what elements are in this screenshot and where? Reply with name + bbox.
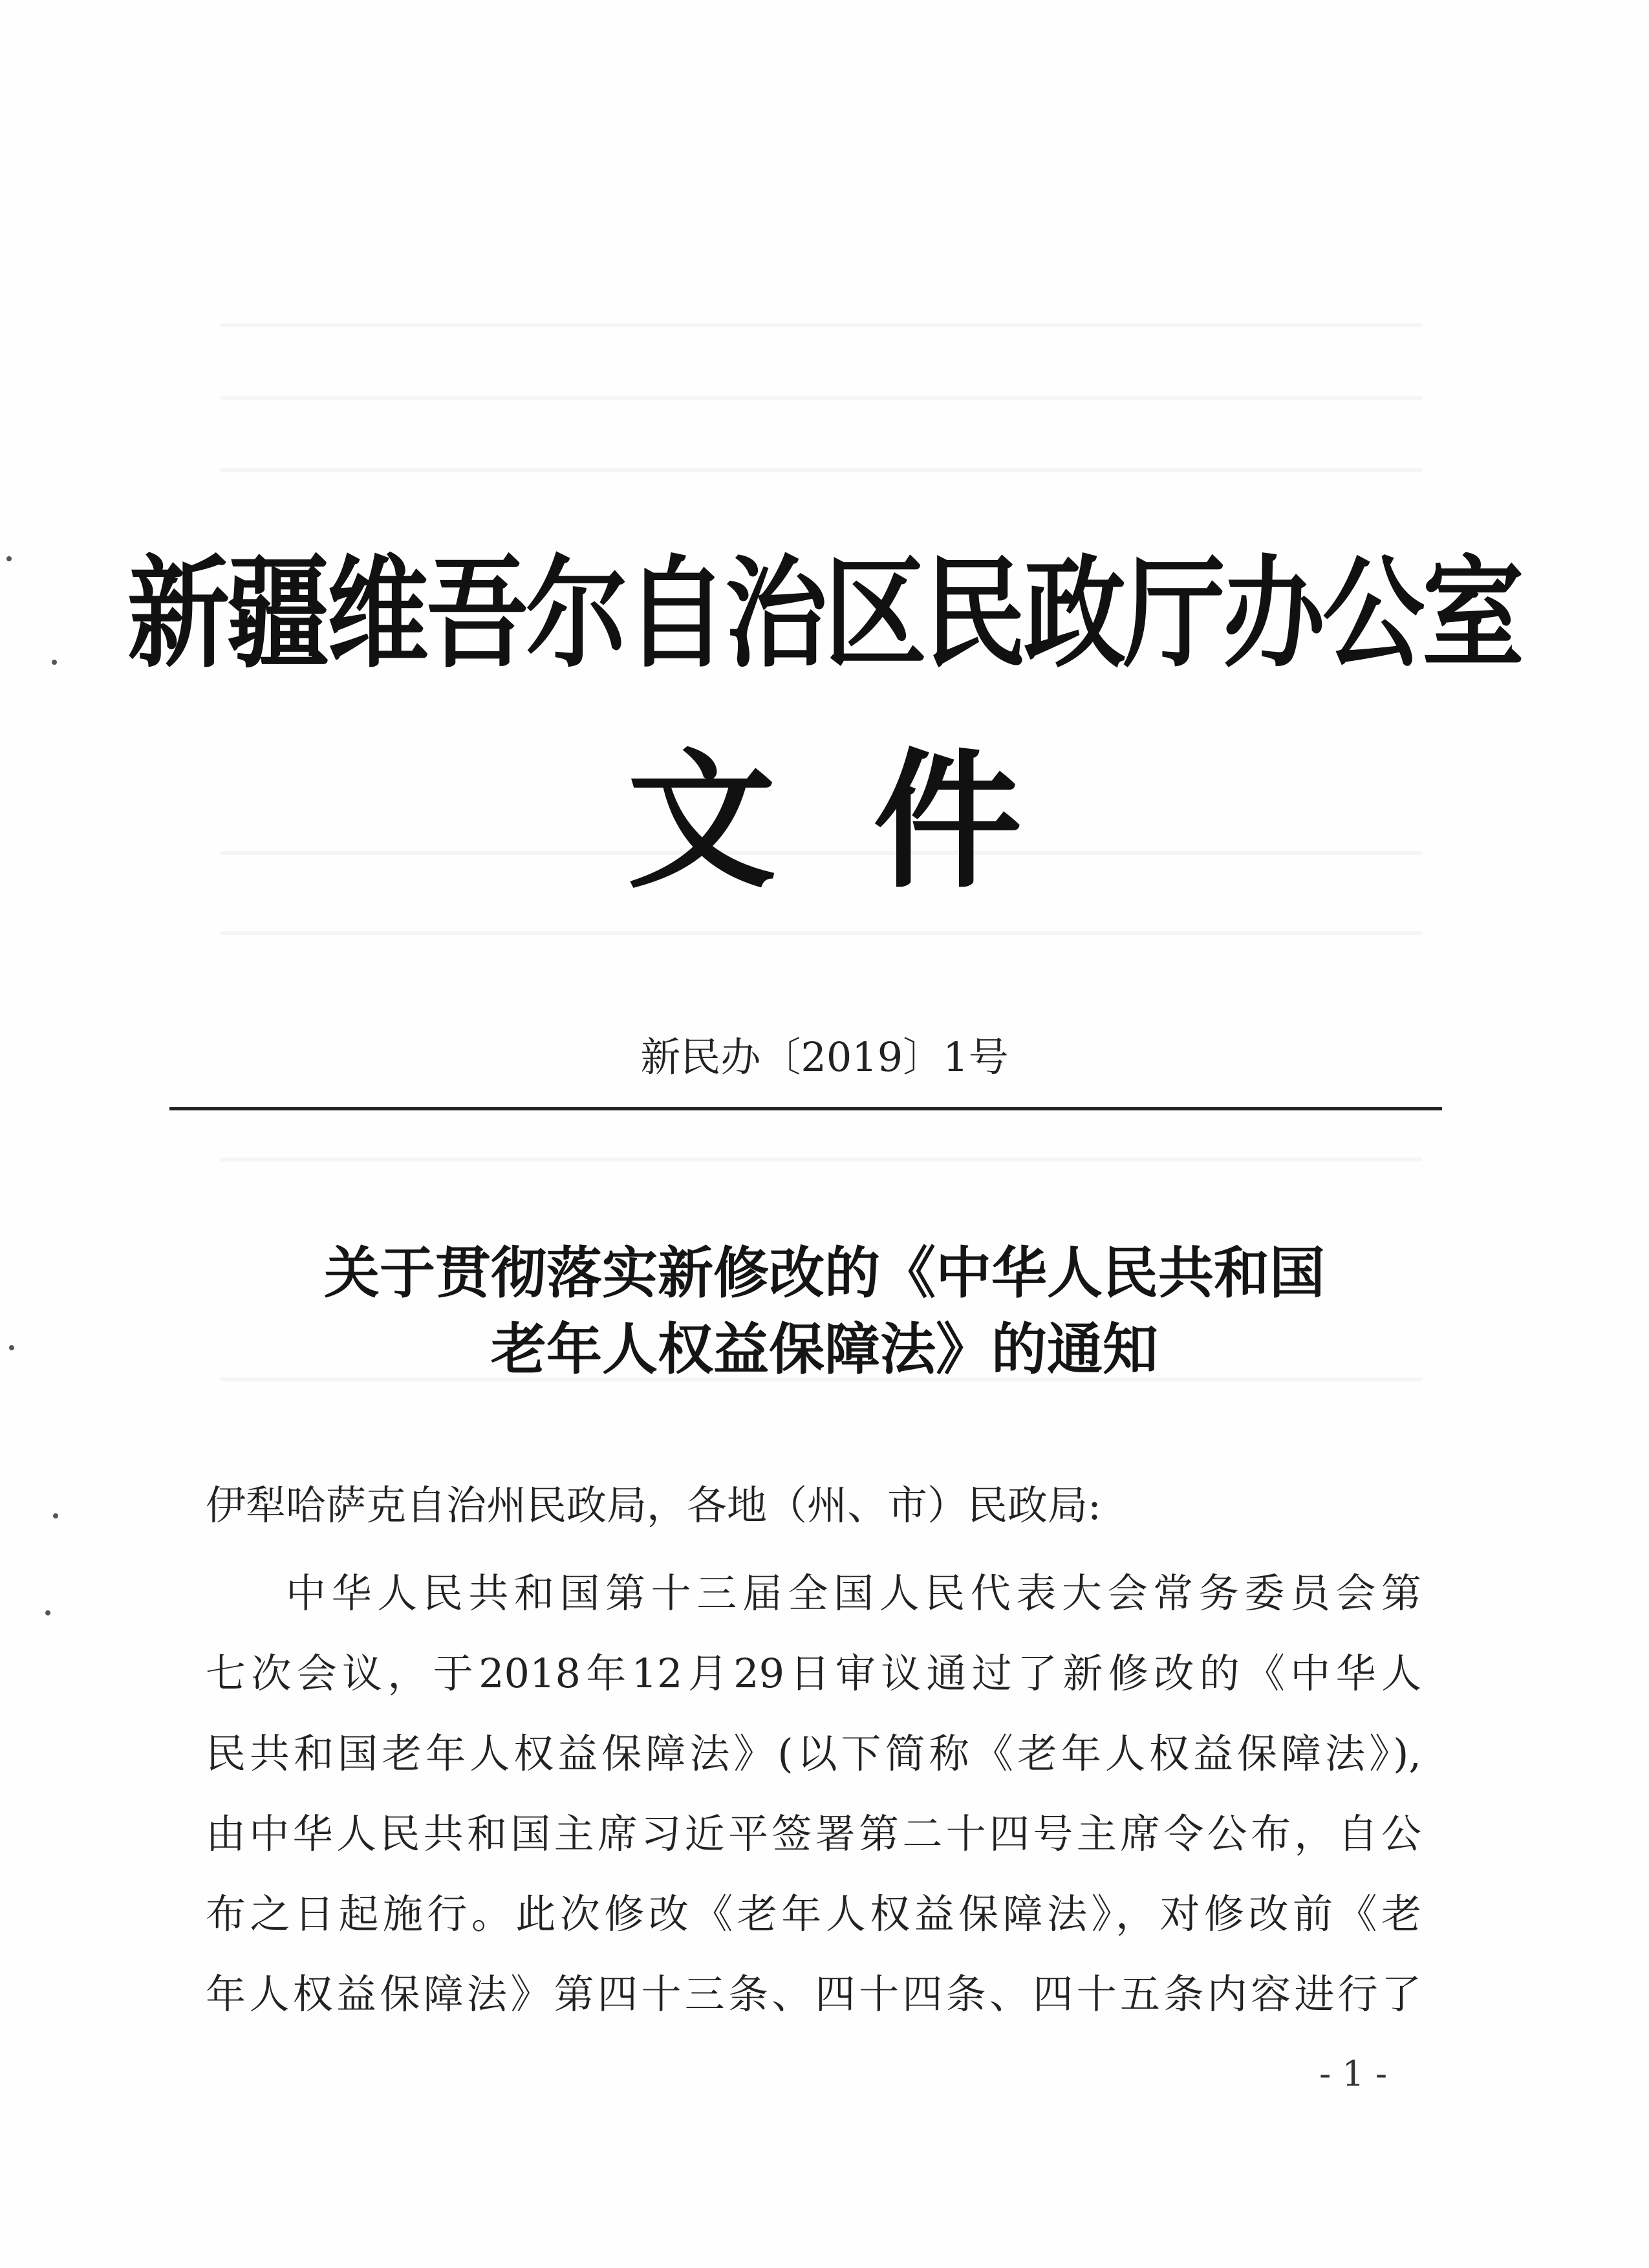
body-line: 民共和国老年人权益保障法》(以下简称《老年人权益保障法》), xyxy=(206,1730,1421,1777)
body-line: 由中华人民共和国主席习近平签署第二十四号主席令公布，自公 xyxy=(206,1810,1421,1857)
body-line: 布之日起施行。此次修改《老年人权益保障法》，对修改前《老 xyxy=(206,1890,1421,1938)
bleed-through-mark xyxy=(220,396,1423,400)
bleed-through-mark xyxy=(220,1158,1423,1161)
scan-speck xyxy=(9,1345,14,1350)
notice-title-line-2: 老年人权益保障法》的通知 xyxy=(491,1317,1158,1382)
body-paragraph xyxy=(206,1553,1421,2035)
header-divider xyxy=(169,1107,1442,1110)
bleed-through-mark xyxy=(220,468,1423,472)
recipient-line: 伊犁哈萨克自治州民政局，各地（州、市）民政局: xyxy=(206,1482,1101,1529)
document-type-heading: 文件 xyxy=(627,736,1119,909)
notice-title xyxy=(0,1235,1649,1388)
page-number: - 1 - xyxy=(1319,2053,1388,2094)
scan-speck xyxy=(53,1513,58,1518)
issuer-heading: 新疆维吾尔自治区民政厅办公室 xyxy=(127,544,1522,685)
bleed-through-mark xyxy=(220,931,1423,935)
scan-speck xyxy=(45,1610,50,1615)
document-number: 新民办〔2019〕1号 xyxy=(640,1033,1009,1081)
notice-title-line-1: 关于贯彻落实新修改的《中华人民共和国 xyxy=(324,1241,1325,1306)
scan-speck xyxy=(52,660,57,665)
bleed-through-mark xyxy=(220,323,1423,327)
body-line: 七次会议，于2018年12月29日审议通过了新修改的《中华人 xyxy=(206,1650,1421,1697)
scan-speck xyxy=(6,556,12,561)
body-line: 中华人民共和国第十三届全国人民代表大会常务委员会第 xyxy=(286,1570,1421,1617)
body-line: 年人权益保障法》第四十三条、四十四条、四十五条内容进行了 xyxy=(206,1971,1421,2018)
